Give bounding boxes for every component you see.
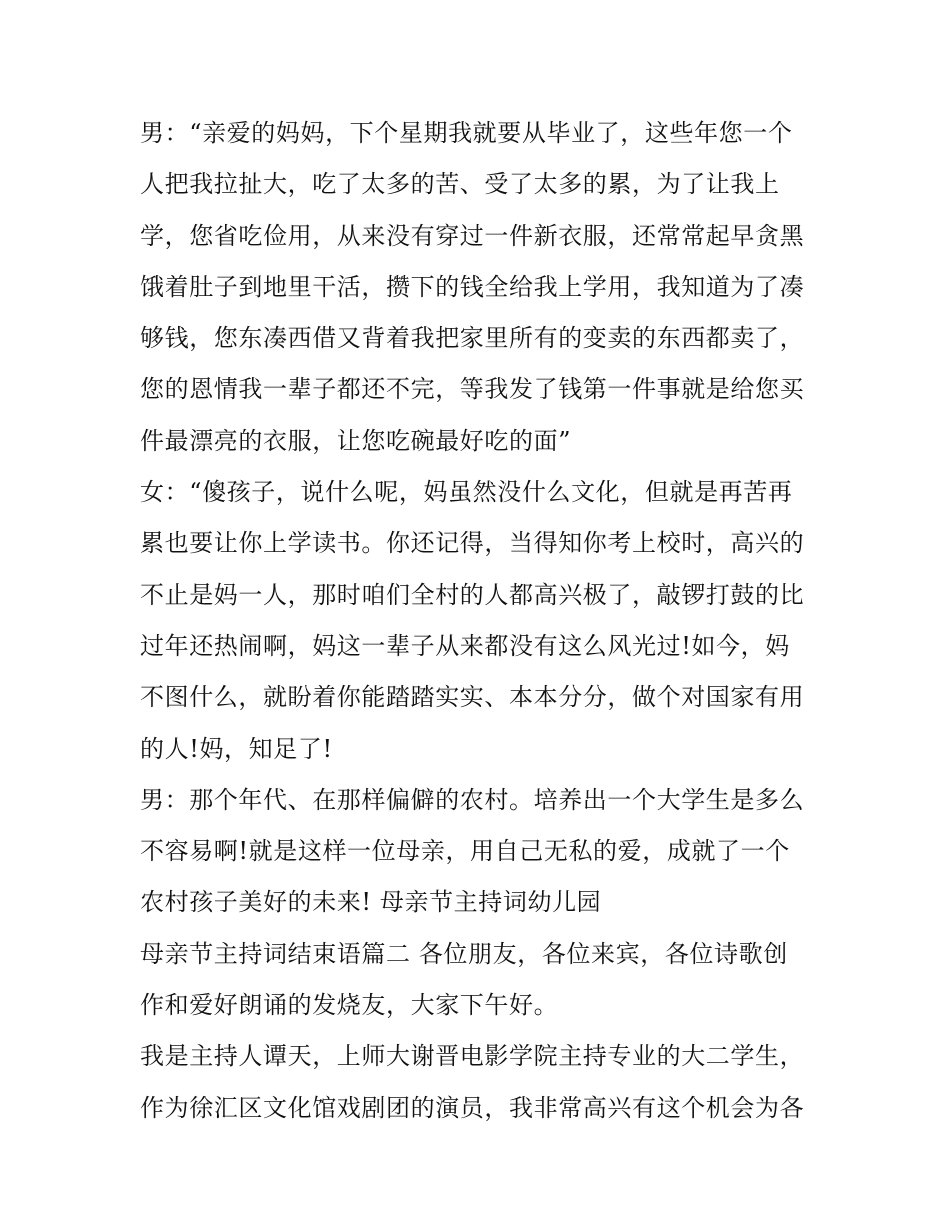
text-line: 人把我拉扯大，吃了太多的苦、受了太多的累，为了让我上 — [140, 170, 780, 199]
text-line: 作和爱好朗诵的发烧友，大家下午好。 — [140, 991, 559, 1020]
text-line: 我是主持人谭天，上师大谢晋电影学院主持专业的大二学生， — [140, 1042, 805, 1071]
text-line: 的人!妈，知足了! — [140, 734, 333, 763]
text-line: 男：“亲爱的妈妈，下个星期我就要从毕业了，这些年您一个 — [140, 119, 793, 147]
text-line: 过年还热闹啊，妈这一辈子从来都没有这么风光过!如今，妈 — [140, 631, 790, 660]
text-line: 够钱，您东凑西借又背着我把家里所有的变卖的东西都卖了， — [140, 324, 805, 353]
text-line: 件最漂亮的衣服，让您吃碗最好吃的面” — [140, 426, 572, 455]
text-line: 不容易啊!就是这样一位母亲，用自己无私的爱，成就了一个 — [140, 837, 790, 866]
text-line: 不止是妈一人，那时咱们全村的人都高兴极了，敲锣打鼓的比 — [140, 580, 805, 609]
text-line: 农村孩子美好的未来! 母亲节主持词幼儿园 — [140, 888, 602, 917]
text-line: 饿着肚子到地里干活，攒下的钱全给我上学用，我知道为了凑 — [140, 272, 805, 301]
text-line: 男：那个年代、在那样偏僻的农村。培养出一个大学生是多么 — [140, 785, 805, 814]
text-line: 不图什么，就盼着你能踏踏实实、本本分分，做个对国家有用 — [140, 683, 805, 712]
text-line: 母亲节主持词结束语篇二 各位朋友，各位来宾，各位诗歌创 — [140, 939, 788, 968]
body-text — [140, 108, 820, 1134]
text-line: 女：“傻孩子，说什么呢，妈虽然没什么文化，但就是再苦再 — [140, 478, 793, 507]
text-line: 您的恩情我一辈子都还不完，等我发了钱第一件事就是给您买 — [140, 375, 805, 404]
text-line: 累也要让你上学读书。你还记得，当得知你考上校时，高兴的 — [140, 529, 805, 558]
text-line: 学，您省吃俭用，从来没有穿过一件新衣服，还常常起早贪黑 — [140, 221, 805, 250]
text-line: 作为徐汇区文化馆戏剧团的演员，我非常高兴有这个机会为各 — [140, 1093, 805, 1122]
